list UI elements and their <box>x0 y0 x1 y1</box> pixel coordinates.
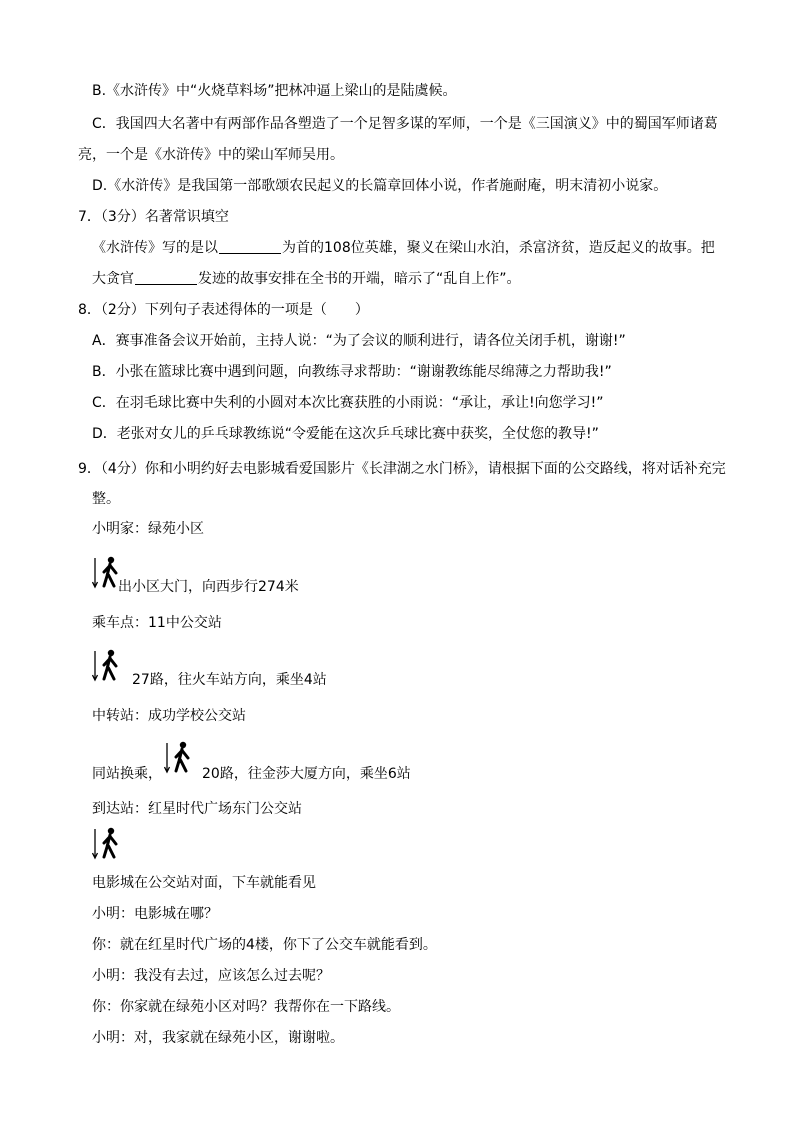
q9-heading-line2: 整。 <box>92 491 120 507</box>
walking-person-icon <box>164 740 194 776</box>
q7-line2-suffix: 发迹的故事安排在全书的开端，暗示了“乱自上作”。 <box>198 271 521 287</box>
q6-option-c-line2: 亮，一个是《水浒传》中的梁山军师吴用。 <box>78 147 344 163</box>
dialogue-line-4: 你：你家就在绿苑小区对吗？我帮你在一下路线。 <box>92 999 400 1015</box>
dialogue-line-3: 小明：我没有去过，应该怎么过去呢？ <box>92 968 330 984</box>
q8-option-c: C．在羽毛球比赛中失利的小圆对本次比赛获胜的小雨说：“承让，承让!向您学习!” <box>92 395 604 411</box>
route-transfer-stop: 中转站：成功学校公交站 <box>92 708 246 724</box>
q7-line1-suffix: 为首的108位英雄，聚义在梁山水泊，杀富济贫，造反起义的故事。把 <box>282 240 715 256</box>
dialogue-line-5: 小明：对，我家就在绿苑小区，谢谢啦。 <box>92 1030 344 1046</box>
q6-option-b: B.《水浒传》中“火烧草料场”把林冲逼上梁山的是陆虞候。 <box>92 83 457 99</box>
route-home: 小明家：绿苑小区 <box>92 521 204 537</box>
q7-blank-2[interactable] <box>135 270 197 285</box>
q7-line2 <box>92 269 521 289</box>
route-same-stop-transfer: 同站换乘， <box>92 766 162 782</box>
route-walk-1: 出小区大门，向西步行274米 <box>118 579 299 595</box>
q7-blank-1[interactable] <box>219 239 281 254</box>
route-arrival-stop: 到达站：红星时代广场东门公交站 <box>92 801 302 817</box>
q7-line1 <box>92 238 715 258</box>
route-bus-2: 20路，往金莎大厦方向，乘坐6站 <box>202 766 411 782</box>
q8-heading: 8．（2分）下列句子表述得体的一项是（ ） <box>78 302 369 318</box>
route-bus-1: 27路，往火车站方向，乘坐4站 <box>132 672 327 688</box>
walking-person-icon <box>92 826 122 862</box>
dialogue-line-2: 你：就在红星时代广场的4楼，你下了公交车就能看到。 <box>92 937 437 953</box>
q6-option-d: D.《水浒传》是我国第一部歌颂农民起义的长篇章回体小说，作者施耐庵，明末清初小说家。 <box>92 178 668 194</box>
q8-option-a: A．赛事准备会议开始前，主持人说：“为了会议的顺利进行，请各位关闭手机，谢谢!” <box>92 333 626 349</box>
route-boarding-stop: 乘车点：11中公交站 <box>92 615 222 631</box>
walking-person-icon <box>92 648 122 684</box>
q7-heading: 7．（3分）名著常识填空 <box>78 209 229 225</box>
q8-option-d: D．老张对女儿的乒乓球教练说“令爱能在这次乒乓球比赛中获奖，全仗您的教导!” <box>92 426 599 442</box>
route-cinema-note: 电影城在公交站对面，下车就能看见 <box>92 875 316 891</box>
q8-option-b: B．小张在篮球比赛中遇到问题，向教练寻求帮助：“谢谢教练能尽绵薄之力帮助我!” <box>92 364 612 380</box>
q7-line1-prefix: 《水浒传》写的是以 <box>92 240 218 256</box>
q7-line2-prefix: 大贪官 <box>92 271 134 287</box>
dialogue-line-1: 小明：电影城在哪？ <box>92 906 218 922</box>
q9-heading-line1: 9．（4分）你和小明约好去电影城看爱国影片《长津湖之水门桥》，请根据下面的公交路线，将对话补充完 <box>78 461 726 477</box>
q6-option-c-line1: C．我国四大名著中有两部作品各塑造了一个足智多谋的军师，一个是《三国演义》中的蜀国军师诸葛 <box>92 116 718 132</box>
